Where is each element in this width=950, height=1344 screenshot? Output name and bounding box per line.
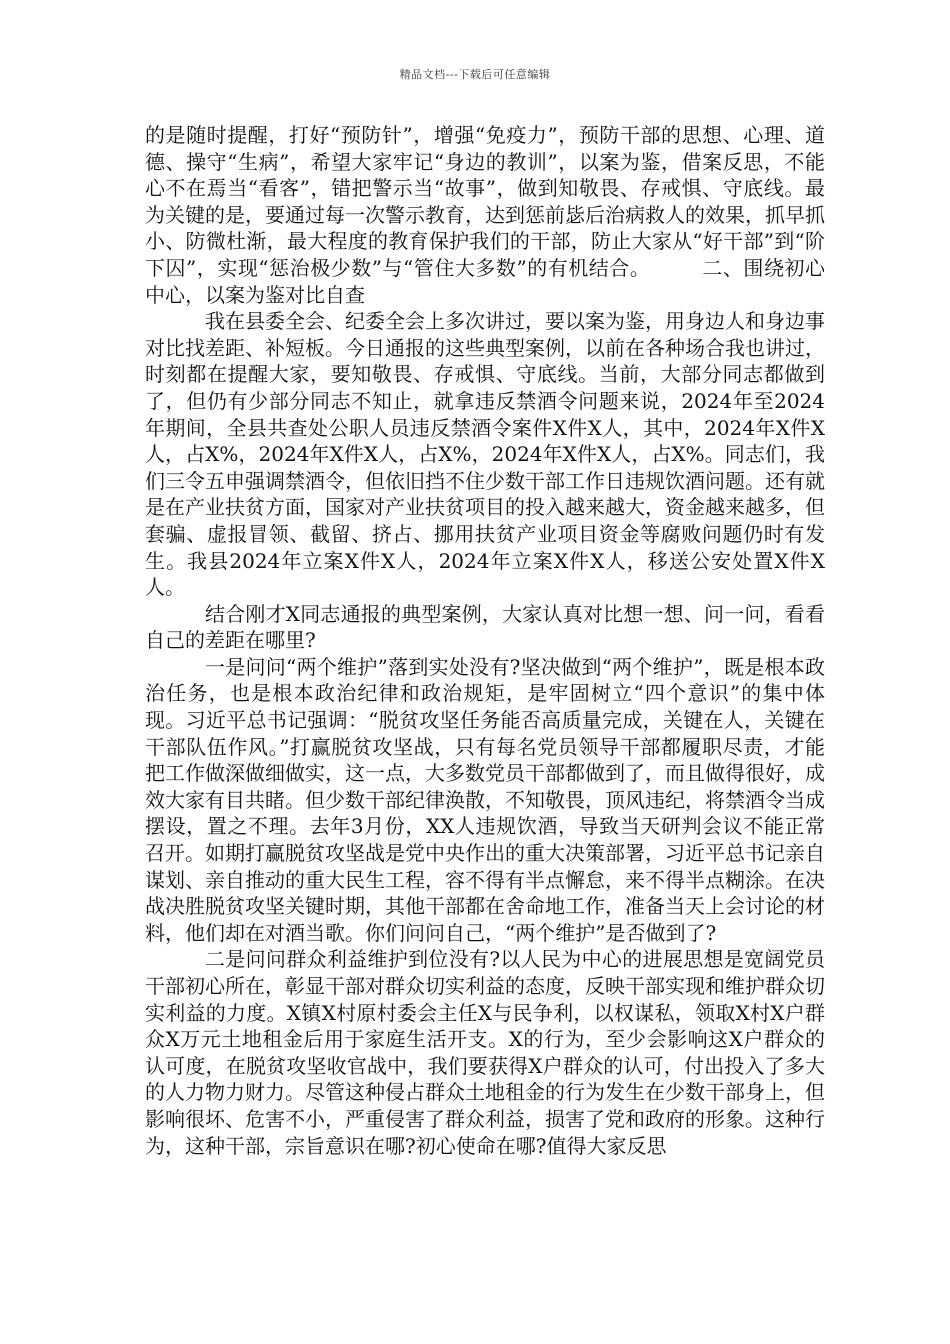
- document-body: [145, 122, 825, 1159]
- page-header-text: 精品文档---下载后可任意编辑: [399, 68, 551, 81]
- paragraph-1: [145, 122, 825, 308]
- paragraph-4: 一是问问“两个维护”落到实处没有?坚决做到“两个维护”，既是根本政治任务，也是根本政治纪律和政治规矩，是牢固树立“四个意识”的集中体现。习近平总书记强调：“脱贫攻坚任务能否高质量完成，关键在人，关键在干部队伍作风。”打赢脱贫攻坚战，只有每名党员领导干部都履职尽责，才能把工作做深做细做实，这一点，大多数党员干部都做到了，而且做得很好，成效大家有目共睹。但少数干部纪律涣散，不知敬畏，顶风违纪，将禁酒令当成摆设，置之不理。去年3月份，XX人违规饮酒，导致当天研判会议不能正常召开。如期打赢脱贫攻坚战是党中央作出的重大决策部署，习近平总书记亲自谋划、亲自推动的重大民生工程，容不得有半点懈怠，来不得半点糊涂。在决战决胜脱贫攻坚关键时期，其他干部都在舍命地工作，准备当天上会讨论的材料，他们却在对酒当歌。你们问问自己，“两个维护”是否做到了?: [145, 654, 825, 945]
- section-heading-2: 二、围绕初心中心，以案为鉴对比自查: [145, 255, 826, 307]
- paragraph-1-text: 的是随时提醒，打好“预防针”，增强“免疫力”，预防干部的思想、心理、道德、操守“生病”，希望大家牢记“身边的教训”，以案为鉴，借案反思，不能心不在焉当“看客”，错把警示当“故事”，做到知敬畏、存戒惧、守底线。最为关键的是，要通过每一次警示教育，达到惩前毖后治病救人的效果，抓早抓小、防微杜渐，最大程度的教育保护我们的干部，防止大家从“好干部”到“阶下囚”，实现“惩治极少数”与“管住大多数”的有机结合。: [145, 123, 825, 280]
- paragraph-5: 二是问问群众利益维护到位没有?以人民为中心的进展思想是宽阔党员干部初心所在，彰显干部对群众切实利益的态度，反映干部实现和维护群众切实利益的力度。X镇X村原村委会主任X与民争利，以权谋私，领取X村X户群众X万元土地租金后用于家庭生活开支。X的行为，至少会影响这X户群众的认可度，在脱贫攻坚收官战中，我们要获得X户群众的认可，付出投入了多大的人力物力财力。尽管这种侵占群众土地租金的行为发生在少数干部身上，但影响很坏、危害不小，严重侵害了群众利益，损害了党和政府的形象。这种行为，这种干部，宗旨意识在哪?初心使命在哪?值得大家反思: [145, 947, 825, 1158]
- paragraph-3: 结合刚才X同志通报的典型案例，大家认真对比想一想、问一问，看看自己的差距在哪里?: [145, 601, 825, 653]
- paragraph-2: 我在县委全会、纪委全会上多次讲过，要以案为鉴，用身边人和身边事对比找差距、补短板。今日通报的这些典型案例，以前在各种场合我也讲过，时刻都在提醒大家，要知敬畏、存戒惧、守底线。当前，大部分同志都做到了，但仍有少部分同志不知止，就拿违反禁酒令问题来说，2024年至2024年期间，全县共查处公职人员违反禁酒令案件X件X人，其中，2024年X件X人，占X%，2024年X件X人，占X%，2024年X件X人，占X%。同志们，我们三令五申强调禁酒令，但依旧挡不住少数干部工作日违规饮酒问题。还有就是在产业扶贫方面，国家对产业扶贫项目的投入越来越大，资金越来越多，但套骗、虚报冒领、截留、挤占、挪用扶贫产业项目资金等腐败问题仍时有发生。我县2024年立案X件X人，2024年立案X件X人，移送公安处置X件X人。: [145, 309, 825, 600]
- page-header: [0, 66, 950, 82]
